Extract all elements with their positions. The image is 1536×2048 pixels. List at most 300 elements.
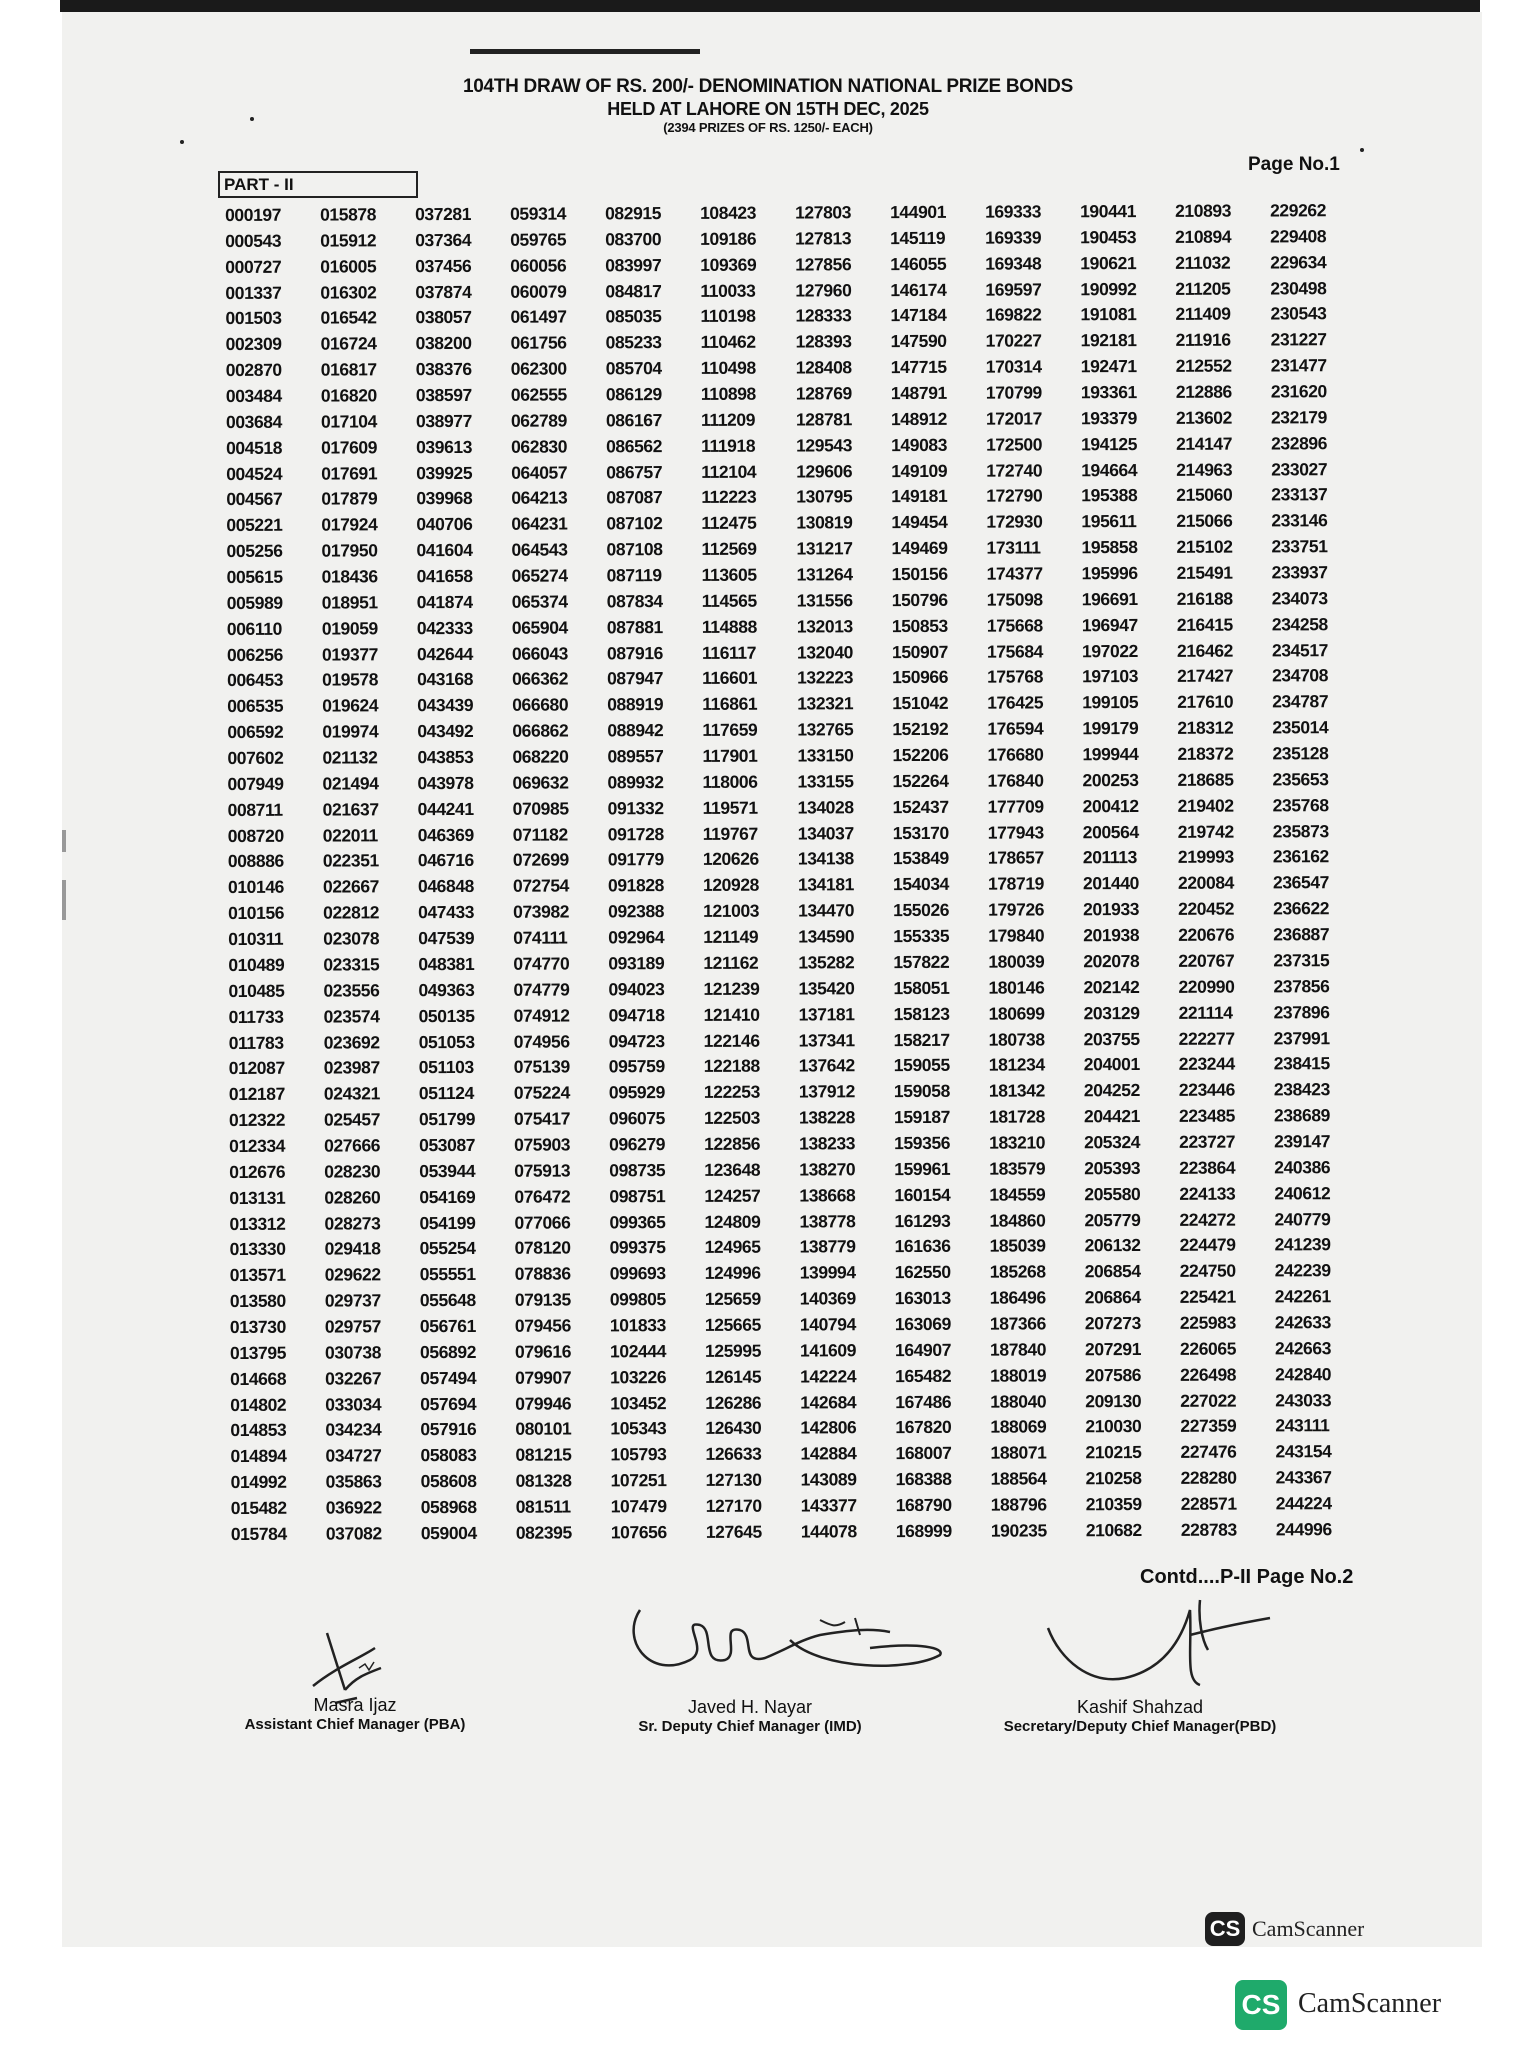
bond-number: 135420 (798, 978, 855, 999)
bond-number: 075224 (513, 1082, 570, 1103)
bond-number: 191081 (1080, 304, 1137, 325)
bond-number: 022667 (322, 876, 380, 897)
bond-number: 023315 (323, 954, 380, 975)
bond-number: 112223 (701, 487, 757, 508)
bond-number: 236622 (1273, 898, 1330, 919)
bond-number: 014668 (230, 1368, 287, 1389)
prize-bond-number-table (225, 198, 1371, 1548)
bond-number: 188019 (990, 1365, 1047, 1386)
signature-kashif-shahzad (1040, 1590, 1290, 1700)
bond-number: 161636 (894, 1236, 951, 1257)
bond-number: 022812 (323, 902, 380, 923)
bond-number: 186496 (989, 1287, 1046, 1308)
bond-number: 089557 (607, 746, 664, 767)
bond-number: 206854 (1084, 1261, 1141, 1282)
bond-number: 202142 (1083, 976, 1140, 998)
bond-number: 099805 (609, 1289, 666, 1310)
bond-number: 053087 (419, 1134, 476, 1156)
bond-number: 207586 (1085, 1364, 1142, 1385)
bond-number: 206132 (1084, 1235, 1141, 1256)
bond-number: 087834 (606, 590, 663, 612)
bond-number: 028260 (324, 1186, 381, 1208)
bond-number: 013131 (229, 1187, 286, 1208)
bond-number: 145119 (890, 227, 946, 248)
bond-number: 054169 (419, 1186, 476, 1207)
bond-number: 224133 (1179, 1183, 1236, 1204)
bond-number: 219742 (1177, 821, 1234, 842)
bond-number: 093189 (608, 953, 665, 974)
bond-number: 205393 (1084, 1157, 1141, 1179)
bond-number: 012676 (229, 1161, 286, 1182)
bond-number: 142806 (800, 1417, 857, 1438)
bond-number: 228783 (1180, 1519, 1237, 1540)
bond-number: 127645 (705, 1521, 762, 1542)
bond-number: 193379 (1080, 407, 1137, 429)
bond-number: 172790 (986, 485, 1043, 507)
bond-number: 016302 (320, 281, 377, 303)
bond-number: 158051 (893, 977, 950, 998)
bond-number: 013330 (229, 1239, 286, 1260)
bond-number: 204421 (1083, 1106, 1141, 1127)
bond-number: 094023 (608, 978, 665, 1000)
bond-number: 014802 (230, 1394, 287, 1415)
bond-number: 180738 (988, 1028, 1045, 1050)
bond-number: 214147 (1176, 433, 1233, 454)
bond-number: 188564 (990, 1468, 1047, 1489)
bond-number: 048381 (418, 953, 475, 975)
bond-number: 154034 (892, 874, 950, 895)
bond-number: 099375 (609, 1237, 666, 1258)
bond-number: 127170 (705, 1495, 762, 1516)
bond-number: 015912 (320, 230, 377, 251)
bond-number: 040706 (416, 514, 473, 535)
bond-number: 116861 (702, 694, 758, 715)
bond-number: 006256 (226, 644, 284, 665)
bond-number: 081328 (515, 1470, 572, 1491)
bond-number: 013312 (229, 1213, 286, 1234)
bond-number: 241239 (1274, 1234, 1331, 1255)
bond-number: 103452 (610, 1392, 667, 1413)
bond-number: 147184 (890, 305, 947, 326)
bond-number: 070985 (512, 798, 569, 819)
bond-number: 169348 (985, 253, 1042, 274)
bond-number: 199944 (1082, 744, 1139, 765)
bond-number: 159058 (893, 1081, 950, 1102)
bond-number: 190235 (990, 1520, 1047, 1541)
bond-number: 217610 (1177, 691, 1234, 713)
bond-number: 244224 (1275, 1493, 1332, 1514)
bond-number: 059314 (510, 203, 567, 224)
bond-number: 055254 (419, 1238, 476, 1259)
bond-number: 209130 (1085, 1390, 1142, 1411)
bond-number: 066043 (511, 643, 569, 664)
bond-number: 190441 (1080, 201, 1137, 222)
bond-number: 111918 (701, 435, 756, 456)
bond-number: 017691 (321, 462, 378, 484)
bond-number: 231620 (1270, 381, 1327, 402)
bond-number: 170227 (985, 330, 1042, 351)
bond-number: 223864 (1179, 1157, 1236, 1178)
bond-number: 119767 (702, 823, 758, 844)
bond-number: 041658 (416, 565, 473, 587)
bond-number: 138779 (799, 1236, 856, 1257)
bond-number: 134037 (797, 822, 854, 844)
bond-number: 120626 (702, 849, 759, 870)
bond-number: 139994 (799, 1262, 856, 1283)
bond-number: 074956 (513, 1031, 570, 1052)
signatory-name: Masra Ijaz (313, 1695, 397, 1715)
bond-number: 057494 (420, 1367, 477, 1388)
bond-number: 080101 (515, 1418, 572, 1440)
bond-number: 175098 (986, 589, 1043, 610)
bond-number: 124965 (704, 1237, 761, 1258)
bond-number: 132223 (797, 667, 854, 688)
bond-number: 027666 (324, 1135, 381, 1156)
bond-number: 215491 (1176, 562, 1233, 583)
bond-number: 055648 (419, 1290, 476, 1311)
bond-number: 239147 (1274, 1131, 1331, 1152)
bond-number: 153849 (892, 848, 949, 869)
bond-number: 188071 (990, 1442, 1047, 1463)
bond-number: 210030 (1085, 1416, 1142, 1437)
bond-number: 237896 (1273, 1001, 1330, 1023)
bond-number: 173111 (986, 537, 1041, 558)
bond-number: 220452 (1178, 898, 1235, 920)
bond-number: 037082 (325, 1523, 382, 1544)
bond-number: 162550 (894, 1262, 951, 1283)
bond-number: 030738 (324, 1342, 382, 1363)
bond-number: 002870 (225, 359, 282, 381)
bond-number: 099365 (609, 1211, 666, 1232)
bond-number: 142224 (800, 1365, 857, 1387)
bond-number: 113605 (701, 564, 757, 585)
bond-number: 024321 (323, 1083, 380, 1104)
bond-number: 019377 (321, 643, 379, 665)
bond-number: 043978 (417, 772, 474, 794)
bond-number: 170314 (985, 356, 1042, 377)
bond-number: 207273 (1084, 1312, 1141, 1334)
bond-number: 134470 (798, 900, 855, 921)
bond-number: 210359 (1085, 1493, 1142, 1515)
bond-number: 001337 (225, 282, 282, 303)
bond-number: 128393 (795, 331, 852, 352)
bond-number: 047539 (418, 927, 475, 949)
bond-number: 109369 (700, 254, 757, 275)
bond-number: 005615 (226, 566, 283, 588)
bond-number: 008711 (227, 799, 283, 820)
bond-number: 229262 (1269, 200, 1327, 221)
bond-number: 019974 (322, 721, 379, 742)
bond-number: 219402 (1177, 795, 1234, 816)
bond-number: 028273 (324, 1212, 381, 1234)
bond-number: 057694 (420, 1393, 477, 1414)
bond-number: 016820 (320, 385, 377, 406)
bond-number: 047433 (418, 902, 475, 923)
bond-number: 015784 (230, 1523, 287, 1544)
bond-number: 000543 (225, 230, 282, 251)
bond-number: 087087 (606, 487, 663, 508)
bond-number: 155335 (893, 925, 950, 947)
bond-number: 083997 (605, 254, 662, 276)
bond-number: 079946 (515, 1393, 572, 1414)
bond-number: 167486 (895, 1391, 952, 1412)
bond-number: 211409 (1175, 304, 1231, 325)
number-column (510, 201, 611, 1546)
page-edge-mark (62, 880, 66, 920)
bond-number: 177943 (987, 822, 1044, 843)
bond-number: 149109 (891, 460, 948, 481)
bond-number: 148791 (890, 382, 947, 404)
bond-number: 050135 (418, 1005, 475, 1026)
bond-number: 058083 (420, 1445, 477, 1466)
bond-number: 036922 (325, 1497, 382, 1518)
bond-number: 091828 (607, 875, 665, 896)
bond-number: 159356 (894, 1132, 951, 1154)
number-column (700, 201, 801, 1546)
bond-number: 065904 (511, 617, 568, 638)
bond-number: 126145 (705, 1366, 762, 1387)
bond-number: 018951 (321, 592, 378, 613)
bond-number: 071182 (512, 824, 568, 845)
bond-number: 237315 (1273, 950, 1330, 971)
bond-number: 037456 (415, 255, 472, 276)
scan-speck (180, 140, 184, 144)
bond-number: 095929 (608, 1082, 665, 1103)
bond-number: 232896 (1271, 432, 1328, 454)
bond-number: 210894 (1175, 226, 1232, 247)
bond-number: 149083 (891, 434, 948, 455)
bond-number: 098735 (609, 1159, 666, 1181)
bond-number: 223244 (1178, 1053, 1235, 1075)
bond-number: 211916 (1175, 329, 1231, 351)
bond-number: 203755 (1083, 1028, 1140, 1049)
bond-number: 178657 (987, 847, 1044, 869)
bond-number: 153170 (892, 822, 949, 843)
bond-number: 141609 (799, 1340, 857, 1361)
bond-number: 091332 (607, 797, 664, 819)
bond-number: 196691 (1081, 588, 1138, 610)
bond-number: 137642 (798, 1055, 855, 1076)
bond-number: 013580 (229, 1290, 286, 1312)
bond-number: 066362 (512, 668, 569, 690)
bond-number: 015878 (320, 204, 377, 225)
bond-number: 132013 (796, 616, 853, 637)
bond-number: 205580 (1084, 1183, 1141, 1204)
signatory-name: Kashif Shahzad (1076, 1697, 1204, 1717)
bond-number: 223485 (1178, 1105, 1236, 1126)
bond-number: 013795 (229, 1342, 287, 1363)
bond-number: 128769 (795, 383, 852, 404)
bond-number: 122503 (703, 1107, 761, 1128)
bond-number: 023574 (323, 1005, 380, 1027)
bond-number: 086757 (606, 461, 663, 482)
bond-number: 236547 (1272, 872, 1330, 893)
bond-number: 043492 (417, 721, 474, 742)
bond-number: 076472 (514, 1186, 571, 1207)
bond-number: 200253 (1082, 769, 1139, 791)
bond-number: 001503 (225, 308, 282, 329)
bond-number: 214963 (1176, 459, 1233, 480)
bond-number: 201113 (1082, 847, 1137, 868)
bond-number: 038057 (415, 307, 472, 328)
bond-number: 032267 (325, 1368, 382, 1389)
bond-number: 016724 (320, 333, 377, 354)
bond-number: 168790 (895, 1494, 952, 1516)
bond-number: 075417 (513, 1108, 571, 1129)
bond-number: 188796 (990, 1494, 1047, 1515)
bond-number: 125659 (704, 1288, 761, 1310)
bond-number: 091728 (607, 823, 664, 844)
bond-number: 095759 (608, 1056, 665, 1077)
bond-number: 043853 (417, 746, 474, 768)
bond-number: 034727 (325, 1445, 382, 1466)
draw-title: 104TH DRAW OF RS. 200/- DENOMINATION NATIONAL PRIZE BONDS (463, 76, 1073, 97)
bond-number: 074770 (513, 953, 570, 974)
bond-number: 102444 (609, 1340, 667, 1362)
bond-number: 038376 (415, 359, 472, 380)
bond-number: 108423 (700, 202, 757, 223)
bond-number: 114888 (701, 616, 757, 637)
bond-number: 060056 (510, 255, 567, 276)
number-column (1270, 198, 1371, 1543)
bond-number: 038977 (415, 410, 472, 432)
bond-number: 238689 (1273, 1105, 1331, 1126)
bond-number: 215102 (1176, 536, 1233, 558)
scan-edge (60, 0, 1480, 12)
bond-number: 192471 (1080, 356, 1137, 377)
bond-number: 107479 (610, 1496, 667, 1517)
number-column (320, 202, 421, 1547)
bond-number: 086129 (605, 384, 662, 405)
bond-number: 172017 (985, 408, 1042, 429)
bond-number: 178719 (987, 873, 1045, 895)
bond-number: 004567 (226, 489, 283, 510)
bond-number: 021132 (322, 747, 378, 768)
bond-number: 015482 (230, 1497, 287, 1518)
bond-number: 107251 (610, 1470, 667, 1491)
bond-number: 149181 (891, 486, 948, 507)
bond-number: 133150 (797, 745, 854, 766)
bond-number: 159961 (894, 1158, 951, 1179)
bond-number: 127803 (795, 202, 852, 223)
bond-number: 200564 (1082, 821, 1139, 842)
bond-number: 137912 (798, 1081, 855, 1102)
bond-number: 237991 (1273, 1027, 1330, 1048)
bond-number: 169597 (985, 279, 1042, 300)
bond-number: 232179 (1270, 407, 1327, 428)
bond-number: 005256 (226, 540, 283, 562)
bond-number: 098751 (609, 1185, 666, 1206)
bond-number: 035863 (325, 1471, 382, 1492)
bond-number: 168388 (895, 1468, 952, 1490)
bond-number: 042333 (416, 617, 473, 638)
bond-number: 230498 (1270, 277, 1327, 299)
bond-number: 046848 (417, 876, 475, 897)
bond-number: 220084 (1177, 872, 1235, 894)
bond-number: 005989 (226, 592, 283, 613)
bond-number: 233937 (1271, 562, 1328, 583)
bond-number: 222277 (1178, 1028, 1235, 1049)
bond-number: 004524 (226, 463, 283, 484)
bond-number: 180146 (988, 977, 1045, 998)
bond-number: 167820 (895, 1417, 952, 1438)
bond-number: 235128 (1272, 743, 1329, 764)
bond-number: 207291 (1084, 1338, 1142, 1360)
bond-number: 180699 (988, 1003, 1045, 1024)
bond-number: 094723 (608, 1030, 665, 1051)
bond-number: 014992 (230, 1471, 287, 1493)
bond-number: 007949 (227, 773, 284, 794)
bond-number: 087108 (606, 539, 663, 560)
continued-note: Contd....P-II Page No.2 (1140, 1566, 1354, 1588)
bond-number: 011783 (228, 1032, 284, 1053)
bond-number: 017609 (321, 437, 378, 458)
bond-number: 028230 (324, 1161, 381, 1182)
bond-number: 235653 (1272, 769, 1329, 790)
header-rule (470, 49, 700, 54)
bond-number: 133155 (797, 771, 854, 792)
bond-number: 159187 (893, 1106, 951, 1128)
bond-number: 234708 (1272, 665, 1329, 686)
bond-number: 235768 (1272, 794, 1329, 816)
bond-number: 216462 (1176, 640, 1234, 661)
bond-number: 059765 (510, 229, 567, 250)
bond-number: 230543 (1270, 303, 1327, 324)
bond-number: 158217 (893, 1029, 950, 1050)
bond-number: 175668 (986, 615, 1043, 636)
bond-number: 117659 (702, 719, 758, 741)
bond-number: 201440 (1082, 873, 1140, 894)
page-number: Page No.1 (1248, 154, 1340, 175)
bond-number: 023692 (323, 1031, 380, 1053)
bond-number: 107656 (610, 1521, 667, 1543)
bond-number: 200412 (1082, 795, 1139, 817)
bond-number: 003484 (225, 385, 282, 407)
bond-number: 122253 (703, 1081, 760, 1103)
bond-number: 000727 (225, 256, 282, 277)
bond-number: 174377 (986, 563, 1043, 584)
bond-number: 202078 (1083, 950, 1140, 972)
bond-number: 188069 (990, 1416, 1047, 1438)
bond-number: 058608 (420, 1471, 477, 1492)
bond-number: 017879 (321, 488, 378, 510)
bond-number: 079616 (514, 1341, 572, 1362)
bond-number: 010489 (228, 954, 285, 975)
bond-number: 017924 (321, 514, 378, 535)
bond-number: 183210 (989, 1132, 1046, 1153)
bond-number: 126286 (705, 1392, 762, 1413)
bond-number: 105793 (610, 1444, 667, 1465)
bond-number: 022011 (322, 824, 378, 846)
bond-number: 168999 (895, 1520, 952, 1541)
bond-number: 243111 (1275, 1415, 1330, 1436)
bond-number: 135282 (798, 952, 855, 973)
bond-number: 116117 (701, 642, 757, 663)
bond-number: 140369 (799, 1288, 856, 1309)
number-column (985, 199, 1086, 1544)
bond-number: 210258 (1085, 1468, 1142, 1489)
bond-number: 004518 (226, 437, 283, 458)
bond-number: 062555 (510, 384, 567, 405)
bond-number: 019578 (322, 669, 379, 691)
bond-number: 079456 (514, 1315, 571, 1336)
bond-number: 013571 (229, 1264, 286, 1286)
bond-number: 000197 (225, 204, 282, 225)
bond-number: 213602 (1175, 407, 1232, 428)
bond-number: 194125 (1081, 433, 1138, 455)
bond-number: 072699 (512, 849, 569, 871)
bond-number: 010156 (228, 902, 285, 924)
